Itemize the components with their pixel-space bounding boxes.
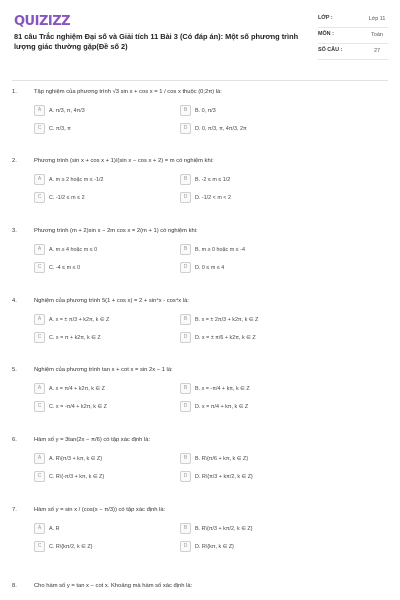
question-text: Cho hàm số y = tan x − cot x. Khoảng mà hàm số xác định là: (34, 583, 193, 589)
option-letter-box: D (180, 332, 191, 343)
question-text: Hàm số y = 3tan(2x − π/6) có tập xác định là: (34, 437, 151, 443)
question-text: Tập nghiệm của phương trình √3 sin x + cos x = 1 / cos x thuộc (0;2π) là: (34, 89, 222, 95)
option-letter-box: D (180, 541, 191, 552)
meta-class-label: LỚP : (318, 15, 333, 21)
options-grid (34, 244, 314, 273)
question-text: Phương trình (m + 2)sin x − 2m cos x = 2(m + 1) có nghiệm khi: (34, 228, 198, 234)
option-letter-box: C (34, 262, 45, 273)
question-number: 5. (12, 367, 17, 373)
option-text: B. x = ± 2π/3 + k2π, k ∈ Z (195, 316, 259, 323)
question-text: Hàm số y = sin x / (cos(x − π/3)) có tập xác định là: (34, 507, 166, 513)
options-grid (34, 523, 314, 552)
option-letter-box: B (180, 105, 191, 116)
option-text: D. -1/2 < m < 2 (195, 194, 231, 201)
worksheet-header (12, 0, 388, 81)
option-d[interactable] (180, 541, 314, 552)
option-text: C. -1/2 ≤ m ≤ 2 (49, 194, 85, 201)
option-d[interactable] (180, 262, 314, 273)
option-letter-box: A (34, 523, 45, 534)
option-text: B. 0, π/3 (195, 107, 216, 114)
option-a[interactable] (34, 244, 168, 255)
option-text: C. x = -π/4 + k2π, k ∈ Z (49, 403, 107, 410)
option-text: B. x = -π/4 + kπ, k ∈ Z (195, 385, 250, 392)
option-d[interactable] (180, 332, 314, 343)
question-number: 6. (12, 437, 17, 443)
option-text: B. R\{π/3 + kπ/2, k ∈ Z} (195, 525, 253, 532)
question-number: 3. (12, 228, 17, 234)
question-number: 4. (12, 298, 17, 304)
option-text: C. R\{-π/3 + kπ, k ∈ Z} (49, 473, 105, 480)
option-text: D. 0, π/3, π, 4π/3, 2π (195, 125, 247, 132)
option-text: A. R (49, 525, 60, 532)
option-letter-box: A (34, 314, 45, 325)
option-letter-box: B (180, 174, 191, 185)
option-letter-box: D (180, 471, 191, 482)
question-4 (12, 297, 388, 343)
meta-count-value: 27 (374, 48, 380, 54)
option-letter-box: C (34, 123, 45, 134)
option-letter-box: C (34, 471, 45, 482)
question-6 (12, 436, 388, 482)
option-letter-box: C (34, 401, 45, 412)
option-letter-box: C (34, 192, 45, 203)
option-text: D. R\{kπ, k ∈ Z} (195, 543, 234, 550)
question-3 (12, 227, 388, 273)
option-letter-box: A (34, 244, 45, 255)
document-title: 81 câu Trắc nghiệm Đại số và Giải tích 11 Bài 3 (Có đáp án): Một số phương trình lượng giác thường gặp(Đề số 2) (14, 32, 299, 51)
option-letter-box: D (180, 401, 191, 412)
question-2 (12, 157, 388, 203)
options-grid (34, 383, 314, 412)
question-text: Nghiệm của phương trình 5(1 + cos x) = 2 + sin⁴x - cos⁴x là: (34, 298, 189, 304)
option-d[interactable] (180, 401, 314, 412)
option-text: A. π/3, π, 4π/3 (49, 107, 85, 114)
meta-count-row (318, 44, 388, 60)
option-b[interactable] (180, 314, 314, 325)
question-number: 2. (12, 158, 17, 164)
option-b[interactable] (180, 105, 314, 116)
meta-subject-label: MÔN : (318, 31, 334, 37)
option-c[interactable] (34, 332, 168, 343)
option-letter-box: A (34, 105, 45, 116)
option-letter-box: A (34, 383, 45, 394)
option-text: A. x = ± π/3 + k2π, k ∈ Z (49, 316, 110, 323)
option-a[interactable] (34, 314, 168, 325)
option-a[interactable] (34, 523, 168, 534)
option-text: D. R\{π/3 + kπ/2, k ∈ Z} (195, 473, 253, 480)
question-7 (12, 506, 388, 552)
option-b[interactable] (180, 453, 314, 464)
option-text: A. m ≥ 2 hoặc m ≤ -1/2 (49, 176, 104, 183)
option-c[interactable] (34, 262, 168, 273)
option-letter-box: C (34, 541, 45, 552)
options-grid (34, 314, 314, 343)
option-a[interactable] (34, 105, 168, 116)
question-text: Nghiệm của phương trình tan x + cot x = sin 2x − 1 là: (34, 367, 173, 373)
options-grid (34, 453, 314, 482)
option-text: C. x = π + k2π, k ∈ Z (49, 334, 101, 341)
option-letter-box: B (180, 244, 191, 255)
option-c[interactable] (34, 471, 168, 482)
option-text: C. -4 ≤ m ≤ 0 (49, 264, 81, 271)
meta-count-label: SỐ CÂU : (318, 47, 343, 53)
option-c[interactable] (34, 123, 168, 134)
quizizz-logo[interactable]: QUIZIZZ (14, 14, 71, 29)
option-d[interactable] (180, 123, 314, 134)
meta-subject-row (318, 28, 388, 44)
option-a[interactable] (34, 453, 168, 464)
question-number: 1. (12, 89, 17, 95)
meta-panel (318, 12, 388, 60)
option-text: D. 0 ≤ m ≤ 4 (195, 264, 225, 271)
option-letter-box: D (180, 262, 191, 273)
question-1 (12, 88, 388, 134)
option-d[interactable] (180, 192, 314, 203)
option-b[interactable] (180, 523, 314, 534)
options-grid (34, 174, 314, 203)
option-letter-box: D (180, 123, 191, 134)
option-c[interactable] (34, 192, 168, 203)
option-b[interactable] (180, 244, 314, 255)
option-text: A. m ≥ 4 hoặc m ≤ 0 (49, 246, 98, 253)
option-b[interactable] (180, 174, 314, 185)
option-c[interactable] (34, 401, 168, 412)
question-5 (12, 366, 388, 412)
option-c[interactable] (34, 541, 168, 552)
option-letter-box: A (34, 453, 45, 464)
option-d[interactable] (180, 471, 314, 482)
option-letter-box: B (180, 453, 191, 464)
option-text: C. R\{kπ/2, k ∈ Z} (49, 543, 93, 550)
option-a[interactable] (34, 174, 168, 185)
question-number: 7. (12, 507, 17, 513)
option-text: A. x = π/4 + k2π, k ∈ Z (49, 385, 105, 392)
option-letter-box: B (180, 314, 191, 325)
options-grid (34, 105, 314, 134)
option-a[interactable] (34, 383, 168, 394)
option-letter-box: A (34, 174, 45, 185)
option-b[interactable] (180, 383, 314, 394)
option-text: B. -2 ≤ m ≤ 1/2 (195, 176, 231, 183)
option-text: B. m ≥ 0 hoặc m ≤ -4 (195, 246, 245, 253)
option-text: D. x = ± π/6 + k2π, k ∈ Z (195, 334, 256, 341)
meta-subject-value: Toán (371, 32, 383, 38)
option-text: B. R\{π/6 + kπ, k ∈ Z} (195, 455, 249, 462)
option-text: C. π/3, π (49, 125, 71, 132)
meta-class-value: Lớp 11 (368, 16, 386, 22)
question-number: 8. (12, 583, 17, 589)
option-letter-box: C (34, 332, 45, 343)
option-text: D. x = π/4 + kπ, k ∈ Z (195, 403, 249, 410)
question-text: Phương trình (sin x + cos x + 1)/(sin x − cos x + 2) = m có nghiệm khi: (34, 158, 214, 164)
option-letter-box: D (180, 192, 191, 203)
question-8 (12, 582, 388, 590)
option-letter-box: B (180, 523, 191, 534)
meta-class-row (318, 12, 388, 28)
option-letter-box: B (180, 383, 191, 394)
option-text: A. R\{π/3 + kπ, k ∈ Z} (49, 455, 103, 462)
